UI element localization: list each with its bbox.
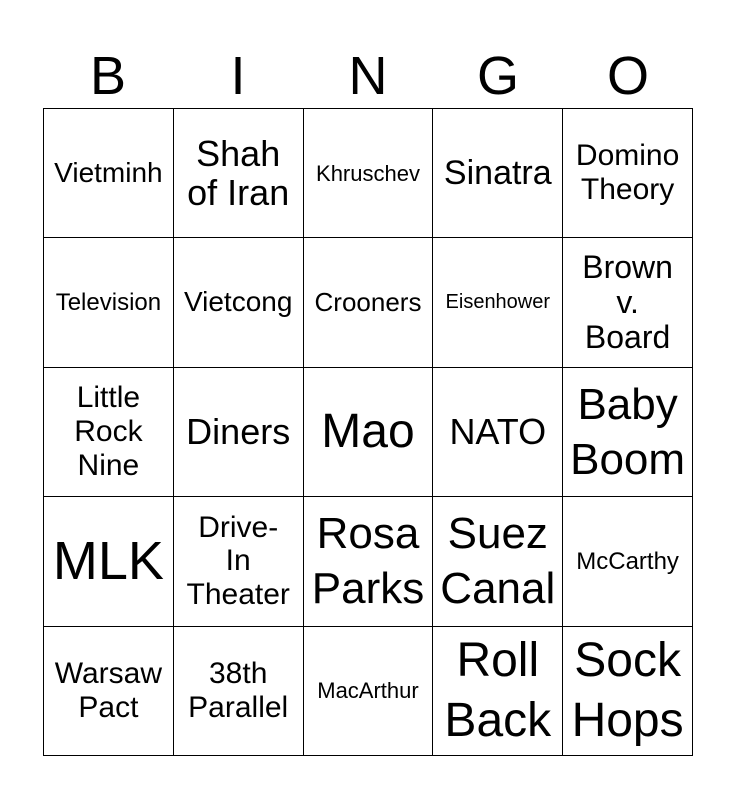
bingo-cell-label: Rosa Parks	[311, 509, 425, 614]
bingo-cell-label: Domino Theory	[575, 139, 680, 207]
bingo-cell-label: Sinatra	[443, 153, 552, 192]
bingo-cell[interactable]	[174, 627, 304, 756]
bingo-cell-label: Warsaw Pact	[54, 656, 163, 724]
bingo-cell[interactable]	[563, 238, 693, 367]
header-letter-i: I	[230, 46, 246, 106]
bingo-cell-label: MLK	[52, 531, 164, 592]
bingo-cell[interactable]	[44, 627, 174, 756]
bingo-cell[interactable]	[563, 368, 693, 497]
bingo-cell-label: Vietminh	[54, 156, 163, 188]
bingo-cell[interactable]	[433, 238, 563, 367]
bingo-cell-label: Mao	[321, 404, 415, 458]
bingo-cell[interactable]	[304, 368, 434, 497]
bingo-cell[interactable]	[304, 627, 434, 756]
bingo-cell-label: NATO	[449, 411, 547, 453]
bingo-header	[43, 44, 693, 108]
bingo-cell[interactable]	[563, 627, 693, 756]
header-letter-g: G	[476, 46, 519, 106]
bingo-cell-label: Television	[55, 288, 162, 316]
bingo-cell-label: Sock Hops	[571, 633, 684, 747]
bingo-cell[interactable]	[433, 368, 563, 497]
bingo-cell-label: Suez Canal	[440, 509, 556, 614]
bingo-cell-label: Eisenhower	[445, 291, 551, 314]
bingo-cell[interactable]	[304, 497, 434, 626]
bingo-cell-label: Little Rock Nine	[74, 381, 143, 482]
bingo-cell[interactable]	[433, 109, 563, 238]
bingo-cell[interactable]	[174, 497, 304, 626]
bingo-cell[interactable]	[44, 109, 174, 238]
bingo-cell-label: Baby Boom	[570, 379, 686, 484]
header-letter-n: N	[348, 46, 388, 106]
bingo-cell-label: Khruschev	[316, 160, 420, 186]
bingo-cell[interactable]	[44, 368, 174, 497]
bingo-card-grid	[43, 108, 693, 756]
bingo-cell-label: Drive- In Theater	[186, 510, 290, 612]
bingo-cell-label: Crooners	[314, 286, 422, 317]
bingo-cell[interactable]	[44, 238, 174, 367]
bingo-cell-label: Diners	[186, 411, 291, 453]
bingo-cell[interactable]	[174, 238, 304, 367]
bingo-cell-label: Brown v. Board	[582, 248, 673, 356]
bingo-cell[interactable]	[563, 109, 693, 238]
bingo-cell-label: 38th Parallel	[188, 656, 289, 724]
bingo-cell-label: Shah of Iran	[187, 132, 290, 214]
bingo-cell[interactable]	[304, 109, 434, 238]
bingo-cell[interactable]	[174, 368, 304, 497]
header-letter-o: O	[606, 46, 649, 106]
header-letter-b: B	[89, 46, 127, 106]
bingo-cell-label: McCarthy	[576, 547, 679, 575]
bingo-cell[interactable]	[563, 497, 693, 626]
bingo-cell-label: Vietcong	[183, 286, 293, 318]
bingo-cell[interactable]	[174, 109, 304, 238]
bingo-cell[interactable]	[433, 627, 563, 756]
bingo-cell[interactable]	[304, 238, 434, 367]
bingo-cell[interactable]	[433, 497, 563, 626]
bingo-cell-label: Roll Back	[444, 633, 552, 747]
bingo-cell-label: MacArthur	[317, 678, 419, 704]
bingo-cell[interactable]	[44, 497, 174, 626]
